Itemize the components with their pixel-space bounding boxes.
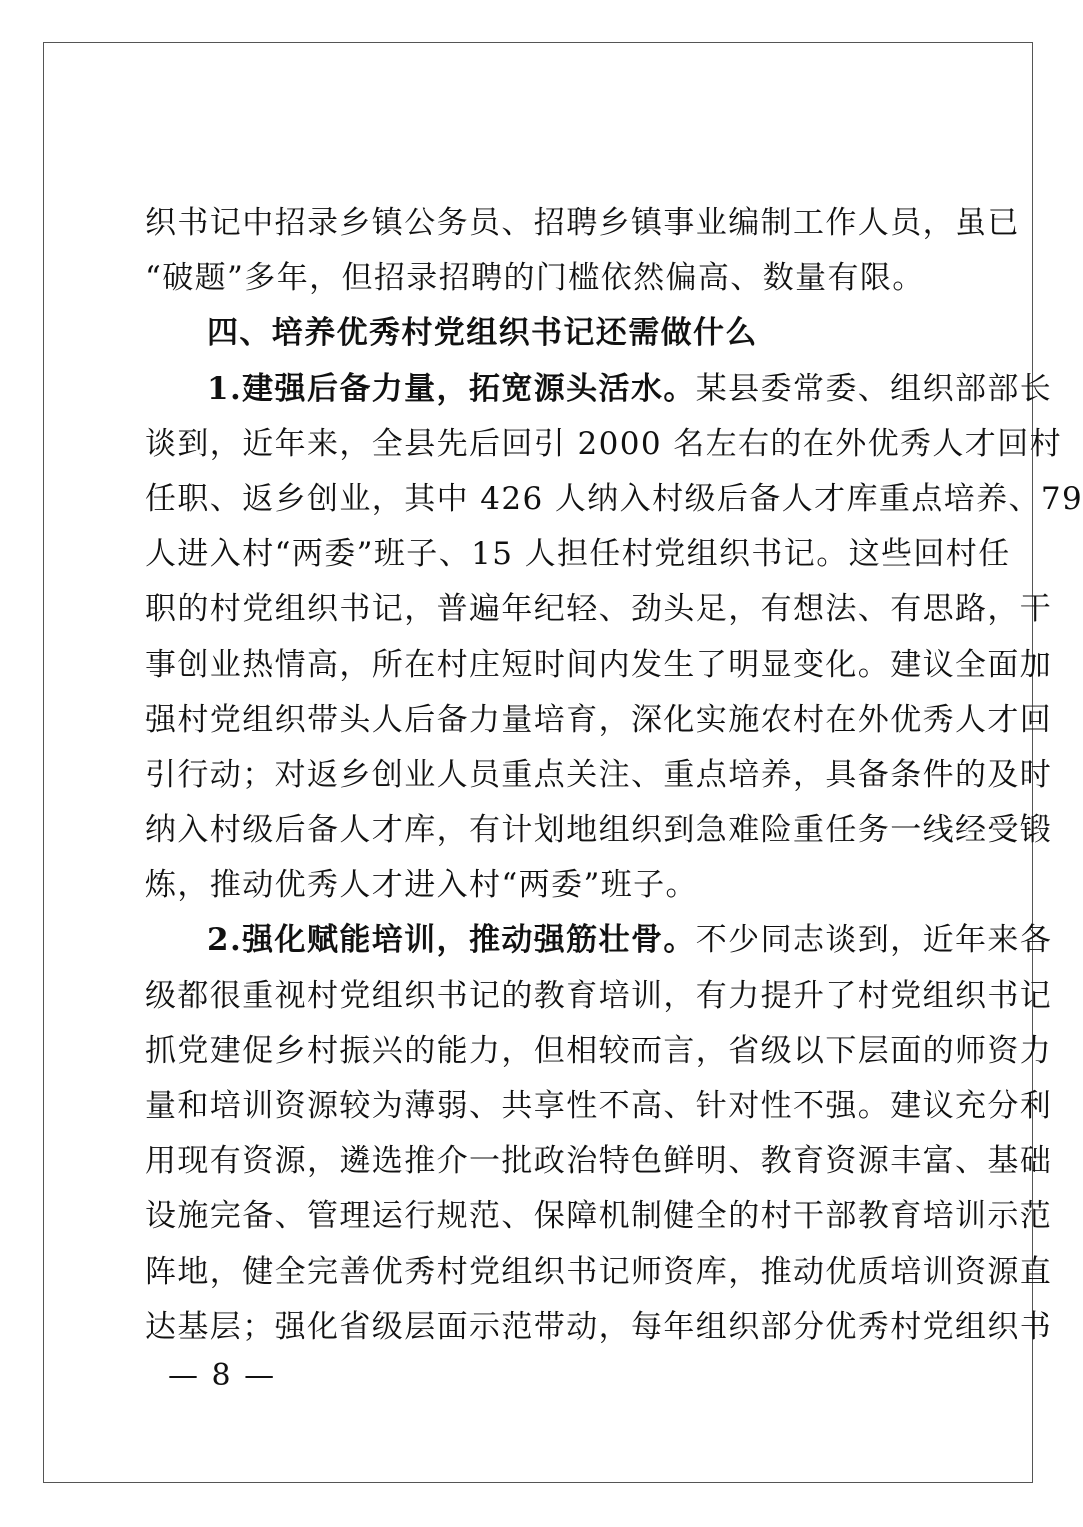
text-line: 人进入村“两委”班子、15 人担任村党组织书记。这些回村任 (145, 536, 1011, 573)
item-title: 2.强化赋能培训，推动强筋壮骨。 (207, 922, 696, 959)
text-line (145, 913, 1053, 968)
text-line: 谈到，近年来，全县先后回引 2000 名左右的在外优秀人才回村 (145, 425, 1062, 462)
text-line: “破题”多年，但招录招聘的门槛依然偏高、数量有限。 (145, 260, 925, 297)
text-line: 达基层；强化省级层面示范带动，每年组织部分优秀村党组织书 (145, 1308, 1053, 1345)
text-line: 抓党建促乡村振兴的能力，但相较而言，省级以下层面的师资力 (145, 1032, 1053, 1069)
text-line: 职的村党组织书记，普遍年纪轻、劲头足，有想法、有思路，干 (145, 591, 1053, 628)
item-text: 不少同志谈到，近年来各 (695, 922, 1053, 959)
section-heading: 四、培养优秀村党组织书记还需做什么 (207, 315, 758, 352)
text-line: 纳入村级后备人才库，有计划地组织到急难险重任务一线经受锻 (145, 812, 1053, 849)
text-line: 设施完备、管理运行规范、保障机制健全的村干部教育培训示范 (145, 1198, 1053, 1235)
item-title: 1.建强后备力量，拓宽源头活水。 (207, 370, 696, 407)
item-text: 某县委常委、组织部部长 (695, 370, 1053, 407)
text-line: 引行动；对返乡创业人员重点关注、重点培养，具备条件的及时 (145, 756, 1053, 793)
text-line: 事创业热情高，所在村庄短时间内发生了明显变化。建议全面加 (145, 646, 1053, 683)
text-line: 织书记中招录乡镇公务员、招聘乡镇事业编制工作人员，虽已 (145, 205, 1020, 241)
text-line: 阵地，健全完善优秀村党组织书记师资库，推动优质培训资源直 (145, 1253, 1053, 1290)
text-line: 炼，推动优秀人才进入村“两委”班子。 (145, 867, 698, 904)
text-line: 任职、返乡创业，其中 426 人纳入村级后备人才库重点培养、79 (145, 480, 1083, 517)
paragraph-continued (145, 196, 1020, 306)
text-line: 用现有资源，遴选推介一批政治特色鲜明、教育资源丰富、基础 (145, 1143, 1053, 1180)
text-line: 级都很重视村党组织书记的教育培训，有力提升了村党组织书记 (145, 977, 1053, 1014)
page-number: — 8 — (168, 1358, 277, 1393)
text-line: 强村党组织带头人后备力量培育，深化实施农村在外优秀人才回 (145, 701, 1053, 738)
paragraph-item-2 (145, 913, 1053, 1355)
paragraph-item-1 (145, 362, 1083, 914)
document-body (145, 196, 1083, 1355)
text-line: 量和培训资源较为薄弱、共享性不高、针对性不强。建议充分利 (145, 1088, 1053, 1124)
text-line (145, 362, 1053, 417)
